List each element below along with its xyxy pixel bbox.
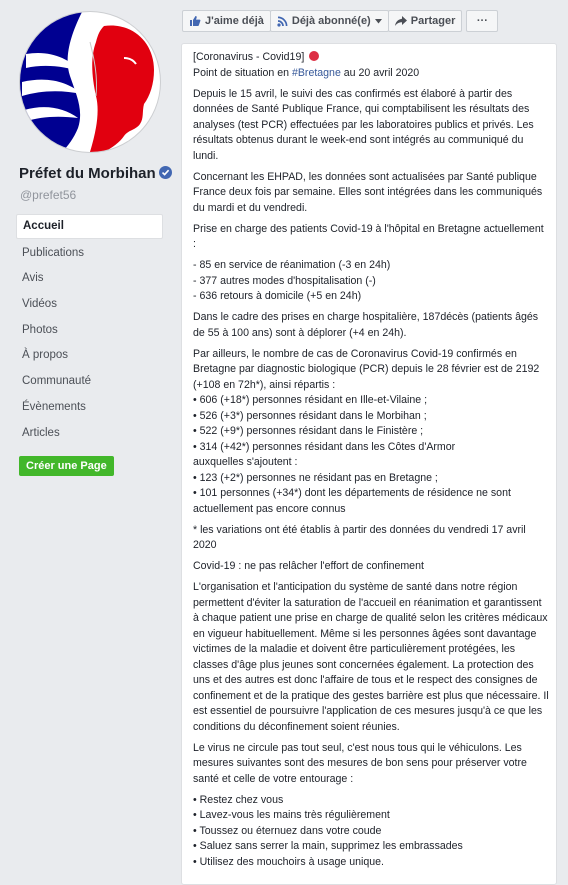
share-arrow-icon [395, 16, 407, 27]
post-headline [193, 50, 549, 81]
post-paragraph: Dans le cadre des prises en charge hospitalière, 187décès (patients âgés de 55 à 100 ans) sont à déplorer (+4 en 24h). [193, 311, 539, 339]
left-sidebar [0, 0, 172, 868]
post-paragraph: * les variations ont été établis à partir des données du vendredi 17 avril 2020 [193, 523, 526, 551]
follow-label: Déjà abonné(e) [291, 15, 371, 27]
nav-item-a-propos[interactable]: À propos [22, 349, 69, 362]
nav-item-photos[interactable]: Photos [22, 323, 58, 336]
share-label: Partager [410, 15, 456, 27]
post-paragraph: Le virus ne circule pas tout seul, c'est nous tous qui le véhiculons. Les mesures suivantes sont des mesures de bon sens pour préserver votre santé et celle de votre entourage : [193, 741, 527, 785]
post-paragraph: Prise en charge des patients Covid-19 à l'hôpital en Bretagne actuellement : [193, 222, 544, 250]
post-subtitle-before: Point de situation en [193, 66, 292, 79]
nav-item-avis[interactable]: Avis [22, 272, 44, 285]
chevron-down-icon [375, 19, 382, 24]
nav-item-evenements[interactable]: Évènements [22, 400, 86, 413]
nav-item-publications[interactable]: Publications [22, 246, 85, 259]
thumbs-up-icon [189, 15, 201, 27]
rss-icon [277, 16, 288, 27]
nav-item-accueil[interactable]: Accueil [16, 214, 163, 239]
post-paragraph: L'organisation et l'anticipation du système de santé dans notre région permettent d'éviter la saturation de l'accueil en réanimation et garantissent à chaque patient une prise en charge de qualité selon les critères médicaux en vigueur habituellement. Même si les personnes âgées sont davantage victimes de la maladie et doivent être particulièrement protégées, les classes d'âge plus jeunes sont concernées également. La protection des uns et des autres est donc l'affaire de tous et le respect des consignes de confinement et de la pratique des gestes barrière est plus que nécessaire. Il est essentiel de poursuivre l'application de ces mesures jusqu'à ce que les conditions du déconfinement soient réunies. [193, 581, 549, 733]
post-text [193, 50, 549, 876]
more-dots-icon: ··· [476, 15, 488, 27]
page-actions-toolbar [182, 10, 497, 32]
like-button[interactable] [182, 10, 271, 32]
marianne-logo [20, 12, 160, 152]
post-paragraph: Par ailleurs, le nombre de cas de Coronavirus Covid-19 confirmés en Bretagne par diagnostic biologique (PCR) depuis le 28 février est de 2192 (+108 en 72h*), ainsi répartis : • 606 (+18*) personnes résidant en Ille-et-Vilaine ; • 526 (+3*) personnes résidant dans le Morbihan ; • 522 (+9*) personnes résidant dans le Finistère ; • 314 (+42*) personnes résidant dans les Côtes d'Armor auxquelles s'ajoutent : • 123 (+2*) personnes ne résidant pas en Bretagne ; • 101 personnes (+34*) dont les départements de résidence ne sont actuellement pas encore connus [193, 347, 540, 515]
verified-badge-icon [159, 166, 172, 179]
post-paragraph: Concernant les EHPAD, les données sont actualisées par Santé publique France deux fois par semaine. Elles sont intégrées dans les communiqués du mardi et du vendredi. [193, 170, 543, 214]
share-button[interactable] [388, 10, 463, 32]
more-options-button[interactable] [466, 10, 498, 32]
post-paragraph: Depuis le 15 avril, le suivi des cas confirmés est élaboré à partir des données de Santé Publique France, qui comptabilisent les résultats des analyses (test PCR) effectuées par les laboratoires publics et privés. Les résultats obtenus durant le week-end sont intégrés au communiqué du lundi. [193, 87, 534, 162]
follow-button[interactable] [270, 10, 389, 32]
like-label: J'aime déjà [205, 15, 264, 27]
nav-item-communaute[interactable]: Communauté [22, 375, 92, 388]
page-handle: @prefet56 [20, 188, 77, 202]
page-title[interactable] [19, 165, 172, 182]
post-subtitle-after: au 20 avril 2020 [340, 66, 420, 79]
post-paragraph: Covid-19 : ne pas relâcher l'effort de confinement [193, 560, 424, 572]
post-paragraph: - 85 en service de réanimation (-3 en 24h) - 377 autres modes d'hospitalisation (-) - 636 retours à domicile (+5 en 24h) [193, 259, 391, 302]
page-avatar[interactable] [20, 12, 160, 152]
nav-item-articles[interactable]: Articles [22, 426, 60, 439]
page-nav [16, 214, 163, 446]
post-card [181, 43, 557, 885]
post-tag: [Coronavirus - Covid19] [193, 51, 305, 63]
red-circle-emoji-icon [309, 51, 319, 61]
create-page-button[interactable]: Créer une Page [19, 456, 114, 476]
post-paragraphs [193, 87, 549, 871]
post-paragraph: • Restez chez vous • Lavez-vous les mains très régulièrement • Toussez ou éternuez dans votre coude • Saluez sans serrer la main, supprimez les embrassades • Utilisez des mouchoirs à usage unique. [193, 793, 463, 868]
page-title-text[interactable]: Préfet du Morbihan [19, 165, 156, 182]
nav-item-videos[interactable]: Vidéos [22, 298, 57, 311]
hashtag-link[interactable]: #Bretagne [291, 66, 341, 79]
